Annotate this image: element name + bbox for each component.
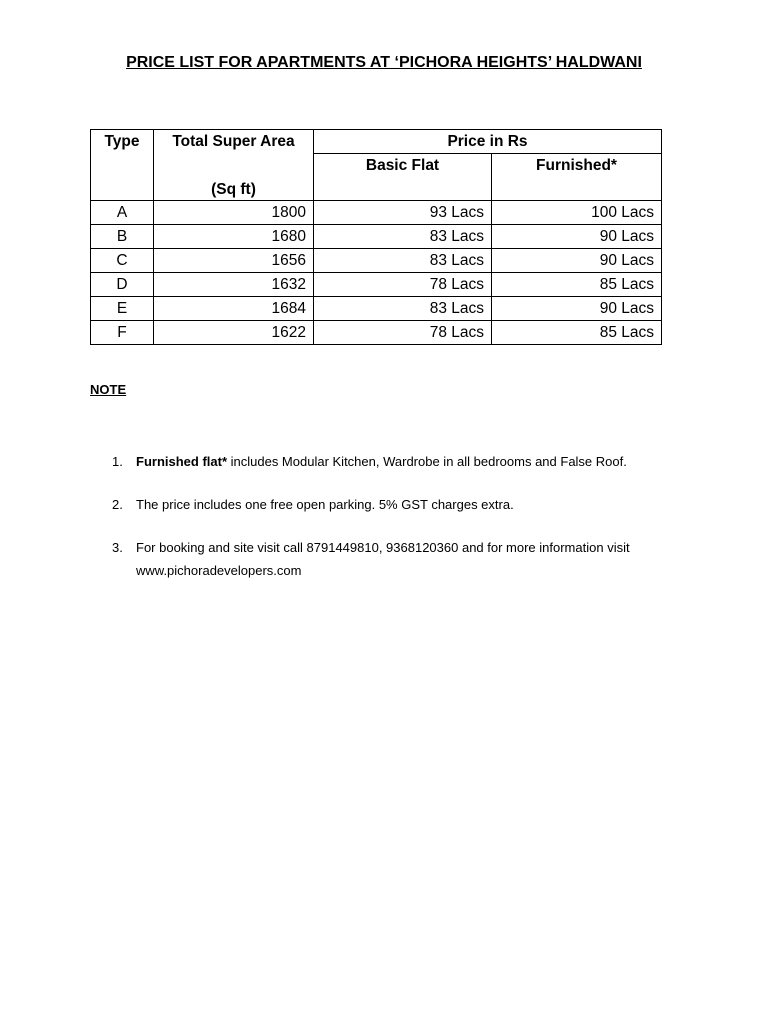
cell-basic-price: 78 Lacs <box>314 321 492 345</box>
note-heading: NOTE <box>90 382 127 397</box>
page-title <box>0 54 768 72</box>
table-row <box>91 201 662 225</box>
cell-area: 1680 <box>154 225 314 249</box>
table-row <box>91 273 662 297</box>
list-item-text: includes Modular Kitchen, Wardrobe in all bedrooms and False Roof. <box>227 454 627 469</box>
list-item-number: 1. <box>112 454 123 469</box>
cell-furnished-price: 100 Lacs <box>492 201 662 225</box>
cell-type: C <box>91 249 154 273</box>
list-item-text: For booking and site visit call 8791449810, 9368120360 and for more information visit www.pichoradevelopers.com <box>136 540 630 578</box>
list-item <box>112 450 672 473</box>
header-total-super-area <box>154 130 314 201</box>
cell-type: F <box>91 321 154 345</box>
cell-basic-price: 78 Lacs <box>314 273 492 297</box>
page-title-text: PRICE LIST FOR APARTMENTS AT ‘PICHORA HEIGHTS’ HALDWANI <box>126 54 642 71</box>
cell-furnished-price: 85 Lacs <box>492 273 662 297</box>
list-item-number: 2. <box>112 497 123 512</box>
cell-area: 1622 <box>154 321 314 345</box>
cell-type: E <box>91 297 154 321</box>
table-row <box>91 249 662 273</box>
cell-furnished-price: 85 Lacs <box>492 321 662 345</box>
header-type: Type <box>91 130 154 201</box>
cell-type: B <box>91 225 154 249</box>
header-basic-flat: Basic Flat <box>314 154 492 201</box>
header-price: Price in Rs <box>314 130 662 154</box>
notes-list <box>112 450 672 582</box>
cell-type: D <box>91 273 154 297</box>
table-row <box>91 297 662 321</box>
cell-type: A <box>91 201 154 225</box>
cell-area: 1632 <box>154 273 314 297</box>
cell-basic-price: 83 Lacs <box>314 225 492 249</box>
header-area-line2: (Sq ft) <box>211 181 256 198</box>
cell-basic-price: 83 Lacs <box>314 249 492 273</box>
cell-furnished-price: 90 Lacs <box>492 249 662 273</box>
cell-furnished-price: 90 Lacs <box>492 225 662 249</box>
cell-area: 1800 <box>154 201 314 225</box>
cell-basic-price: 93 Lacs <box>314 201 492 225</box>
cell-furnished-price: 90 Lacs <box>492 297 662 321</box>
cell-area: 1684 <box>154 297 314 321</box>
price-table <box>90 129 662 345</box>
table-row <box>91 321 662 345</box>
list-item-number: 3. <box>112 540 123 555</box>
list-item <box>112 536 672 582</box>
list-item <box>112 493 672 516</box>
table-row <box>91 225 662 249</box>
list-item-text: The price includes one free open parking. 5% GST charges extra. <box>136 497 514 512</box>
cell-area: 1656 <box>154 249 314 273</box>
cell-basic-price: 83 Lacs <box>314 297 492 321</box>
header-row <box>91 130 662 154</box>
header-area-line1: Total Super Area <box>172 133 295 150</box>
header-furnished: Furnished* <box>492 154 662 201</box>
list-item-bold: Furnished flat* <box>136 454 228 469</box>
